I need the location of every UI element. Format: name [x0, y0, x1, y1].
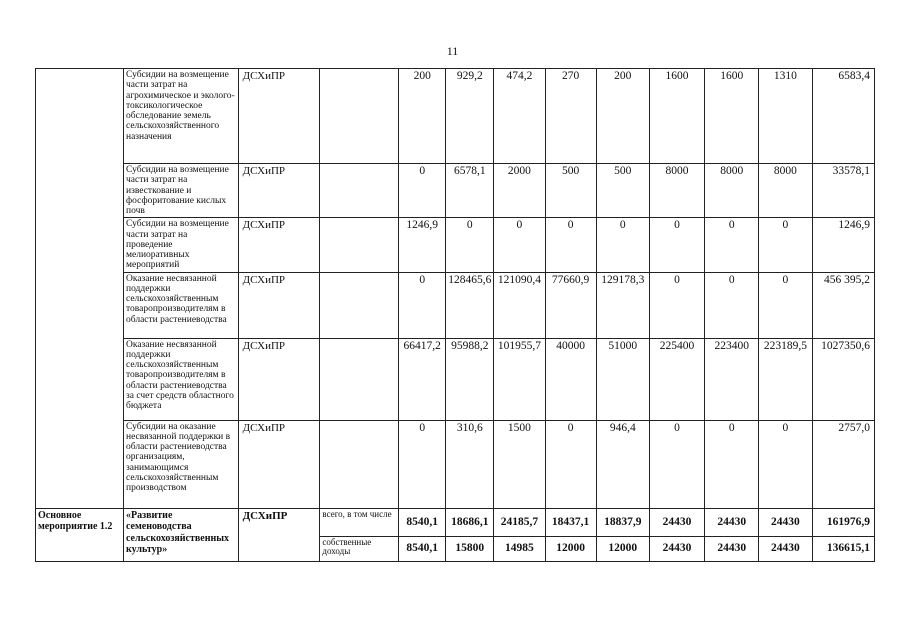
value-cell: 66417,2 — [399, 338, 446, 420]
value-cell: 0 — [649, 272, 704, 338]
subsidy-name-cell: Субсидии на возмещение части затрат на известкование и фосфоритование кислых почв — [123, 164, 238, 218]
total-value-cell: 1246,9 — [812, 218, 874, 272]
value-cell: 0 — [649, 218, 704, 272]
table-row — [36, 218, 875, 272]
value-cell: 95988,2 — [446, 338, 494, 420]
page-number: 11 — [446, 44, 459, 58]
value-cell: 2000 — [494, 164, 545, 218]
total-value-cell: 1027350,6 — [812, 338, 874, 420]
value-cell: 500 — [596, 164, 649, 218]
value-cell: 24430 — [705, 508, 759, 536]
table-row — [36, 272, 875, 338]
value-cell: 121090,4 — [494, 272, 545, 338]
measure-row — [36, 508, 875, 536]
value-cell: 0 — [399, 164, 446, 218]
value-cell: 0 — [494, 218, 545, 272]
total-value-cell: 136615,1 — [812, 536, 874, 561]
source-cell — [320, 164, 399, 218]
subsidy-name-cell: Оказание несвязанной поддержки сельскохозяйственным товаропроизводителям в области растениеводства за счет средств областного бюджета — [123, 338, 238, 420]
source-cell — [320, 218, 399, 272]
total-value-cell: 33578,1 — [812, 164, 874, 218]
value-cell: 500 — [545, 164, 596, 218]
value-cell: 8540,1 — [399, 536, 446, 561]
source-cell — [320, 420, 399, 508]
total-value-cell: 456 395,2 — [812, 272, 874, 338]
value-cell: 200 — [399, 69, 446, 164]
value-cell: 15800 — [446, 536, 494, 561]
value-cell: 8000 — [759, 164, 812, 218]
value-cell: 129178,3 — [596, 272, 649, 338]
value-cell: 18686,1 — [446, 508, 494, 536]
source-cell — [320, 69, 399, 164]
value-cell: 101955,7 — [494, 338, 545, 420]
value-cell: 474,2 — [494, 69, 545, 164]
responsible-cell: ДСХиПР — [238, 69, 320, 164]
source-cell — [320, 338, 399, 420]
value-cell: 24430 — [759, 536, 812, 561]
value-cell: 310,6 — [446, 420, 494, 508]
value-cell: 0 — [759, 218, 812, 272]
value-cell: 1310 — [759, 69, 812, 164]
value-cell: 946,4 — [596, 420, 649, 508]
value-cell: 18837,9 — [596, 508, 649, 536]
value-cell: 1246,9 — [399, 218, 446, 272]
value-cell: 24430 — [759, 508, 812, 536]
value-cell: 0 — [545, 218, 596, 272]
value-cell: 24430 — [649, 508, 704, 536]
subsidy-name-cell: Оказание несвязанной поддержки сельскохозяйственным товаропроизводителям в области растениеводства — [123, 272, 238, 338]
value-cell: 14985 — [494, 536, 545, 561]
value-cell: 51000 — [596, 338, 649, 420]
table-row — [36, 69, 875, 164]
value-cell: 0 — [399, 420, 446, 508]
responsible-cell: ДСХиПР — [238, 272, 320, 338]
measure-title-cell: «Развитие семеноводства сельскохозяйственных культур» — [123, 508, 238, 561]
value-cell: 128465,6 — [446, 272, 494, 338]
table-row — [36, 420, 875, 508]
value-cell: 223400 — [705, 338, 759, 420]
measure-label-cell: Основное мероприятие 1.2 — [36, 508, 124, 561]
value-cell: 24185,7 — [494, 508, 545, 536]
value-cell: 223189,5 — [759, 338, 812, 420]
value-cell: 0 — [705, 420, 759, 508]
blank-label-cell — [36, 69, 124, 509]
budget-table — [35, 68, 875, 562]
responsible-cell: ДСХиПР — [238, 218, 320, 272]
total-value-cell: 2757,0 — [812, 420, 874, 508]
value-cell: 225400 — [649, 338, 704, 420]
value-cell: 8540,1 — [399, 508, 446, 536]
value-cell: 0 — [545, 420, 596, 508]
value-cell: 1600 — [649, 69, 704, 164]
source-cell: всего, в том числе — [320, 508, 399, 536]
value-cell: 12000 — [545, 536, 596, 561]
value-cell: 929,2 — [446, 69, 494, 164]
table-row — [36, 338, 875, 420]
total-value-cell: 6583,4 — [812, 69, 874, 164]
responsible-cell: ДСХиПР — [238, 338, 320, 420]
value-cell: 8000 — [705, 164, 759, 218]
value-cell: 0 — [596, 218, 649, 272]
value-cell: 77660,9 — [545, 272, 596, 338]
responsible-cell: ДСХиПР — [238, 420, 320, 508]
subsidy-name-cell: Субсидии на возмещение части затрат на агрохимическое и эколого-токсикологическое обследование земель сельскохозяйственного назначения — [123, 69, 238, 164]
subsidy-name-cell: Субсидии на возмещение части затрат на проведение мелиоративных мероприятий — [123, 218, 238, 272]
responsible-cell: ДСХиПР — [238, 508, 320, 561]
value-cell: 0 — [705, 272, 759, 338]
value-cell: 270 — [545, 69, 596, 164]
responsible-cell: ДСХиПР — [238, 164, 320, 218]
value-cell: 1600 — [705, 69, 759, 164]
source-cell — [320, 272, 399, 338]
value-cell: 200 — [596, 69, 649, 164]
subsidy-name-cell: Субсидии на оказание несвязанной поддержки в области растениеводства организациям, занимающимся сельскохозяйственным производством — [123, 420, 238, 508]
value-cell: 0 — [446, 218, 494, 272]
value-cell: 18437,1 — [545, 508, 596, 536]
value-cell: 6578,1 — [446, 164, 494, 218]
value-cell: 1500 — [494, 420, 545, 508]
value-cell: 40000 — [545, 338, 596, 420]
value-cell: 0 — [759, 420, 812, 508]
value-cell: 0 — [759, 272, 812, 338]
value-cell: 12000 — [596, 536, 649, 561]
value-cell: 24430 — [649, 536, 704, 561]
value-cell: 0 — [649, 420, 704, 508]
value-cell: 0 — [705, 218, 759, 272]
total-value-cell: 161976,9 — [812, 508, 874, 536]
value-cell: 24430 — [705, 536, 759, 561]
table-row — [36, 164, 875, 218]
source-cell: собственные доходы — [320, 536, 399, 561]
value-cell: 0 — [399, 272, 446, 338]
value-cell: 8000 — [649, 164, 704, 218]
